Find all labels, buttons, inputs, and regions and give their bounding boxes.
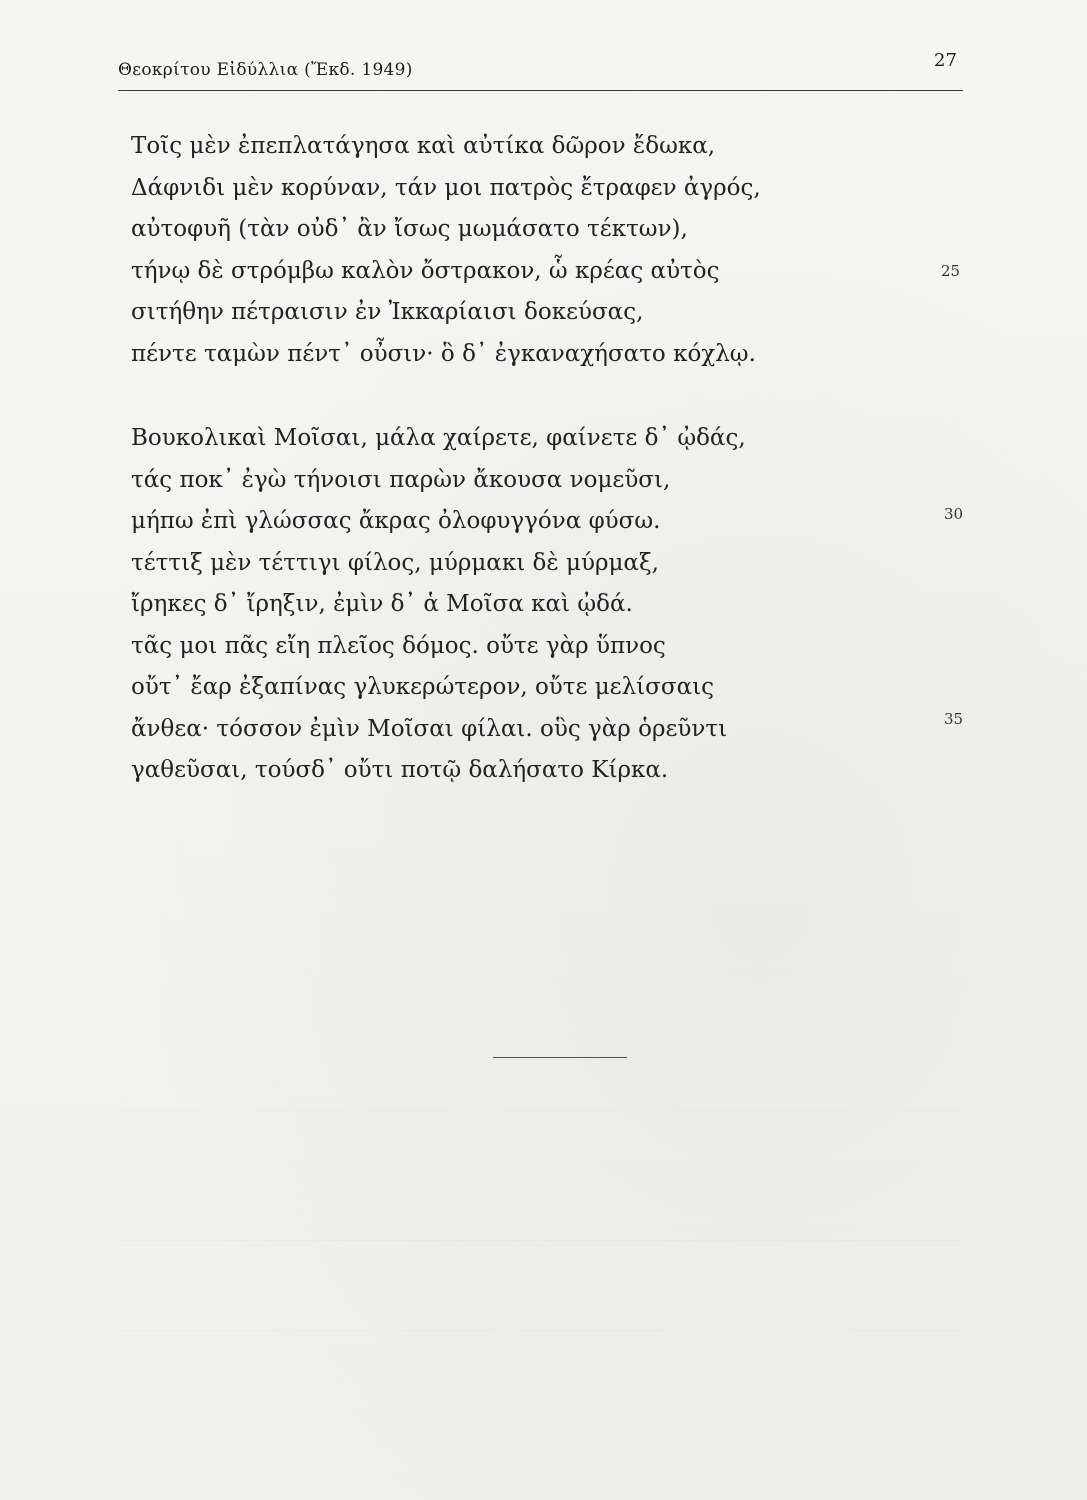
line-number: 30 <box>944 505 964 523</box>
verse-line: Δάφνιδι μὲν κορύναν, τάν μοι πατρὸς ἔτραφεν ἀγρός, <box>131 174 761 201</box>
verse-line: αὐτοφυῆ (τὰν οὐδ᾽ ἂν ἴσως μωμάσατο τέκτων), <box>131 216 688 242</box>
verse-line: ἴρηκες δ᾽ ἴρηξιν, ἐμὶν δ᾽ ἁ Μοῖσα καὶ ᾠδά. <box>131 591 633 617</box>
stanza-1 <box>131 126 761 375</box>
stanza-2 <box>131 418 746 792</box>
verse-line: τᾶς μοι πᾶς εἴη πλεῖος δόμος. οὔτε γὰρ ὕπνος <box>131 632 666 659</box>
line-number: 25 <box>941 262 961 280</box>
bleed-through-shadow <box>120 1240 960 1241</box>
bleed-through-shadow <box>120 1330 960 1331</box>
verse-line: σιτήθην πέτραισιν ἐν Ἰκκαρίαισι δοκεύσας, <box>131 299 644 325</box>
running-header-title: Θεοκρίτου Εἰδύλλια (Ἔκδ. 1949) <box>118 60 413 80</box>
verse-line: μήπω ἐπὶ γλώσσας ἄκρας ὀλοφυγγόνα φύσω. <box>131 508 661 534</box>
verse-line: τέττιξ μὲν τέττιγι φίλος, μύρμακι δὲ μύρμαξ, <box>131 549 659 576</box>
verse-line: πέντε ταμὼν πέντ᾽ οὖσιν· ὃ δ᾽ ἐγκαναχήσατο κόχλῳ. <box>131 340 756 367</box>
line-number: 35 <box>944 710 964 728</box>
verse-line: τήνῳ δὲ στρόμβω καλὸν ὄστρακον, ὧ κρέας αὐτὸς <box>131 257 720 284</box>
verse-line: Τοῖς μὲν ἐπεπλατάγησα καὶ αὐτίκα δῶρον ἔδωκα, <box>131 133 716 159</box>
verse-line: ἄνθεα· τόσσον ἐμὶν Μοῖσαι φίλαι. οὓς γὰρ ὁρεῦντι <box>131 715 728 742</box>
verse-line: οὔτ᾽ ἔαρ ἐξαπίνας γλυκερώτερον, οὔτε μελίσσαις <box>131 674 715 700</box>
page-number: 27 <box>934 50 957 71</box>
header-rule <box>118 90 963 91</box>
verse-line: τάς ποκ᾽ ἐγὼ τήνοισι παρὼν ἄκουσα νομεῦσι, <box>131 466 671 493</box>
section-end-rule <box>493 1057 627 1058</box>
verse-line: Βουκολικαὶ Μοῖσαι, μάλα χαίρετε, φαίνετε δ᾽ ᾠδάς, <box>131 425 746 451</box>
bleed-through-shadow <box>120 1110 960 1111</box>
verse-line: γαθεῦσαι, τούσδ᾽ οὔτι ποτῷ δαλήσατο Κίρκα. <box>131 757 669 783</box>
